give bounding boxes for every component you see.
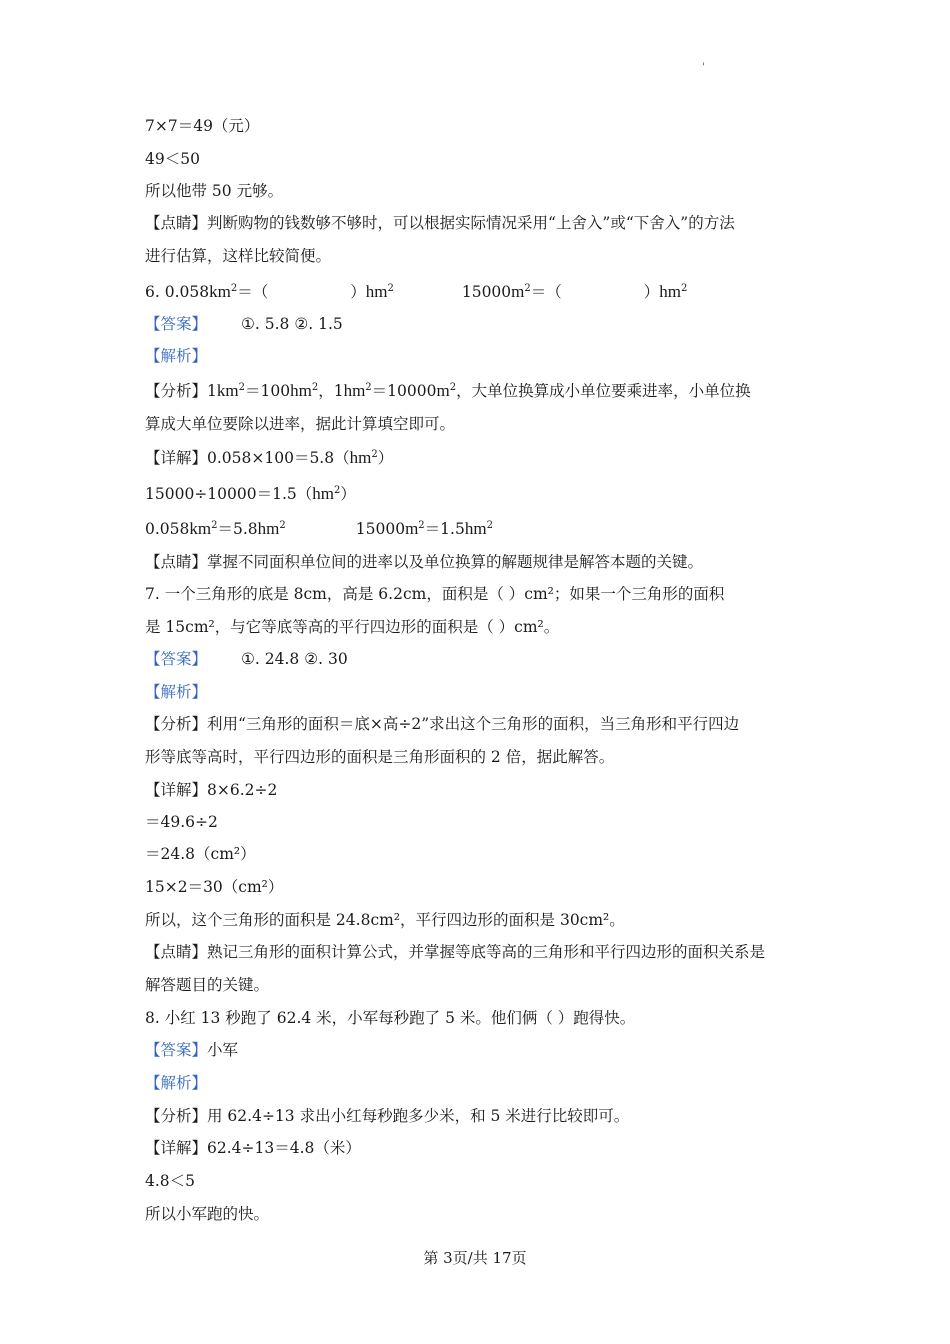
text-line: 进行估算，这样比较简便。	[145, 247, 332, 265]
text-line: 所以他带 50 元够。	[145, 182, 284, 200]
analysis-tag: 【解析】	[145, 683, 208, 701]
detail-line: $15000\div 10000=1.5(hm^2)$	[145, 484, 356, 503]
detail-line: 所以，这个三角形的面积是 24.8cm²，平行四边形的面积是 30cm²。	[145, 911, 625, 929]
answer-line: 【答案】小军	[145, 1041, 239, 1059]
detail-line: $0.058km^2=5.8hm^2$ $15000m^2=1.5hm^2$	[145, 519, 493, 538]
question-6: 6. $0.058km^2=$（ ）$hm^2$ $15000m^2=$（ ）$hm^2$	[145, 282, 688, 301]
detail-line: 4.8＜5	[145, 1172, 196, 1190]
analysis-tag: 【解析】	[145, 1074, 208, 1092]
detail-line: 所以小军跑的快。	[145, 1205, 270, 1223]
detail-line: 15×2＝30（cm²）	[145, 878, 284, 896]
page-footer: 第 3页/共 17页	[423, 1249, 527, 1267]
key-point-line: 解答题目的关键。	[145, 976, 270, 994]
analysis-tag: 【解析】	[145, 347, 208, 365]
analysis-line: 【分析】用 62.4÷13 求出小红每秒跑多少米，和 5 米进行比较即可。	[145, 1107, 630, 1125]
analysis-line: 【分析】利用“三角形的面积＝底×高÷2”求出这个三角形的面积，当三角形和平行四边	[145, 715, 740, 733]
key-point-line: 【点睛】掌握不同面积单位间的进率以及单位换算的解题规律是解答本题的关键。	[145, 553, 704, 571]
question-7: 7. 一个三角形的底是 8cm，高是 6.2cm，面积是（ ）cm²；如果一个三角形的面积	[145, 585, 725, 603]
text-line: 49＜50	[145, 150, 200, 168]
detail-line: 【详解】62.4÷13＝4.8（米）	[145, 1139, 361, 1157]
question-8: 8. 小红 13 秒跑了 62.4 米，小军每秒跑了 5 米。他们俩（ ）跑得快。	[145, 1009, 636, 1027]
detail-line: 【详解】$0.058\times 100=5.8(hm^2)$	[145, 448, 394, 467]
detail-line: ＝24.8（cm²）	[145, 845, 256, 863]
answer-line: 【答案】 ①. 24.8 ②. 30	[145, 650, 348, 668]
detail-line: ＝49.6÷2	[145, 813, 218, 831]
question-7: 是 15cm²，与它等底等高的平行四边形的面积是（ ）cm²。	[145, 618, 560, 636]
answer-line: 【答案】 ①. 5.8 ②. 1.5	[145, 315, 343, 333]
text-line: 7×7＝49（元）	[145, 117, 260, 135]
analysis-line: 算成大单位要除以进率，据此计算填空即可。	[145, 415, 456, 433]
header-mark: '	[702, 62, 705, 73]
detail-line: 【详解】8×6.2÷2	[145, 781, 278, 799]
text-line: 【点睛】判断购物的钱数够不够时，可以根据实际情况采用“上舍入”或“下舍入”的方法	[145, 214, 735, 232]
analysis-line: 【分析】$1km^2=100hm^2$，$1hm^2=10000m^2$，大单位换算成小单位要乘进率，小单位换	[145, 381, 751, 400]
analysis-line: 形等底等高时，平行四边形的面积是三角形面积的 2 倍，据此解答。	[145, 748, 615, 766]
key-point-line: 【点睛】熟记三角形的面积计算公式，并掌握等底等高的三角形和平行四边形的面积关系是	[145, 943, 766, 961]
